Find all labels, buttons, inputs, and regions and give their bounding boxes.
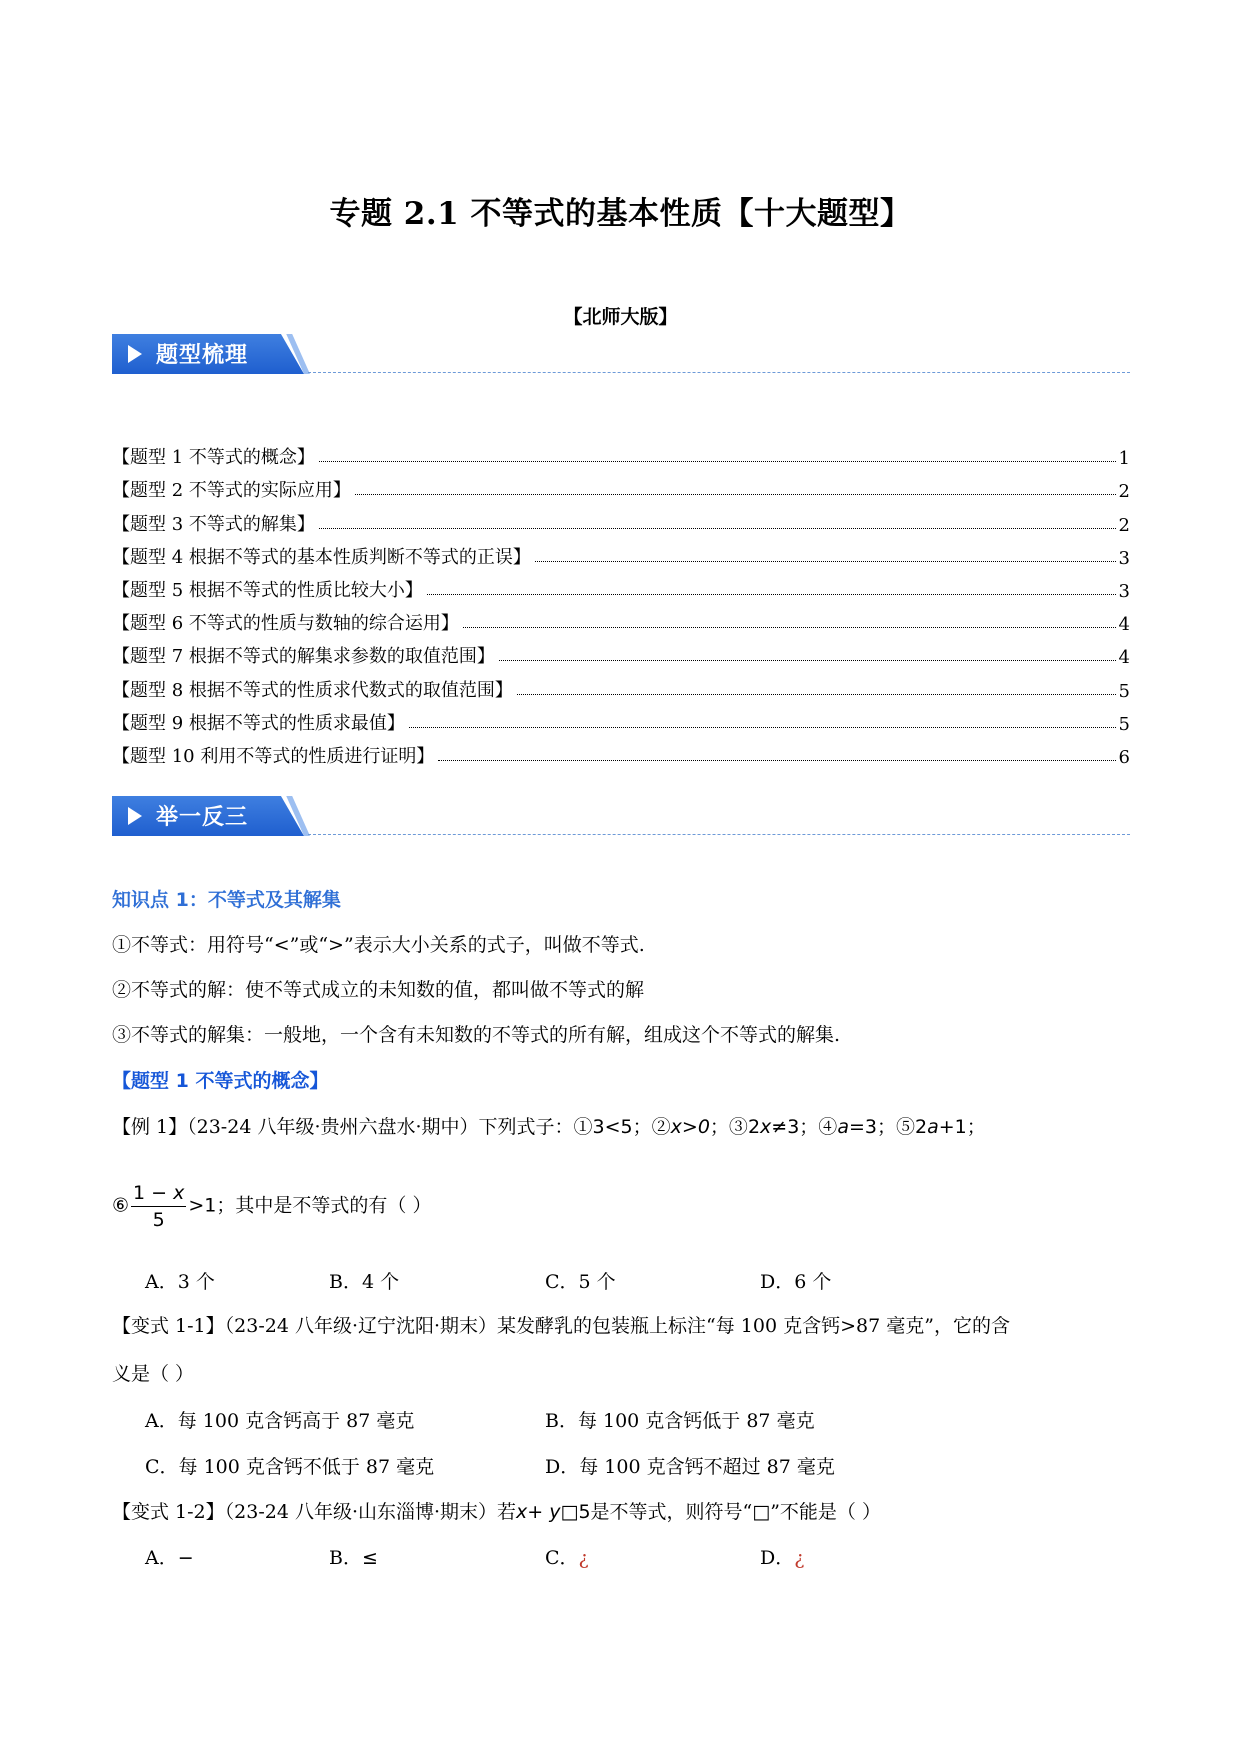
option-b[interactable]: B．每 100 克含钙低于 87 毫克 <box>545 1410 815 1432</box>
toc-label: 【题型 3 不等式的解集】 <box>112 513 315 535</box>
dot-leader <box>319 461 1116 462</box>
variant-question-line2: 义是（ ） <box>112 1363 195 1385</box>
knowledge-line: ①不等式：用符号“<”或“>”表示大小关系的式子，叫做不等式. <box>112 934 645 956</box>
toc-label: 【题型 9 根据不等式的性质求最值】 <box>112 712 405 734</box>
toc-label: 【题型 5 根据不等式的性质比较大小】 <box>112 579 423 601</box>
option-a[interactable] <box>145 1543 194 1570</box>
example-question-line2 <box>112 1180 1132 1233</box>
fraction-denominator: 5 <box>152 1209 165 1231</box>
question-text: 【例 1】（23-24 八年级·贵州六盘水·期中）下列式子：① <box>112 1116 593 1138</box>
knowledge-line: ③不等式的解集：一般地，一个含有未知数的不等式的所有解，组成这个不等式的解集. <box>112 1024 841 1046</box>
knowledge-line: ②不等式的解：使不等式成立的未知数的值，都叫做不等式的解 <box>112 979 645 1001</box>
toc-entry[interactable] <box>112 536 1130 569</box>
toc-page-number: 3 <box>1118 580 1130 602</box>
play-triangle-icon <box>128 345 142 363</box>
dot-leader <box>319 528 1116 529</box>
toc-label: 【题型 8 根据不等式的性质求代数式的取值范围】 <box>112 679 513 701</box>
dot-leader <box>427 594 1116 595</box>
numerator-variable: x <box>173 1182 185 1204</box>
question-text: ；④ <box>799 1116 838 1138</box>
section-header-overview <box>112 334 1130 378</box>
toc-label: 【题型 2 不等式的实际应用】 <box>112 480 351 502</box>
option-letter: B． <box>329 1547 362 1569</box>
toc-entry[interactable] <box>112 668 1130 701</box>
option-b[interactable]: B．4 个 <box>329 1271 400 1293</box>
option-d[interactable] <box>760 1543 804 1570</box>
toc-page-number: 5 <box>1118 680 1130 702</box>
option-a[interactable]: A．每 100 克含钙高于 87 毫克 <box>145 1410 415 1432</box>
toc-page-number: 6 <box>1118 746 1130 768</box>
toc-label: 【题型 6 不等式的性质与数轴的综合运用】 <box>112 613 459 635</box>
option-d[interactable]: D．每 100 克含钙不超过 87 毫克 <box>545 1456 835 1478</box>
play-triangle-icon <box>128 807 142 825</box>
question-text: 【变式 1-2】（23-24 八年级·山东淄博·期末）若 <box>112 1501 517 1523</box>
question-text: 是不等式，则符号“□”不能是（ ） <box>590 1501 881 1523</box>
option-symbol: ¿ <box>794 1547 805 1569</box>
toc-page-number: 4 <box>1118 647 1130 669</box>
toc-page-number: 1 <box>1118 448 1130 470</box>
page-title: 专题 2.1 不等式的基本性质【十大题型】 <box>329 196 912 232</box>
math-expression: 2 <box>747 1116 761 1138</box>
toc-entry[interactable] <box>112 702 1130 735</box>
dot-leader <box>355 494 1116 495</box>
variant-question-line <box>112 1497 1132 1524</box>
numerator-text: 1 − <box>133 1182 174 1204</box>
option-a[interactable]: A．3 个 <box>145 1271 215 1293</box>
math-expression: x <box>516 1501 528 1523</box>
dot-leader <box>499 660 1116 661</box>
dot-leader <box>517 694 1116 695</box>
edition-label: 【北师大版】 <box>563 306 678 328</box>
toc-entry[interactable] <box>112 569 1130 602</box>
section-title: 题型梳理 <box>156 343 249 368</box>
dashed-divider <box>308 834 1130 835</box>
section-title: 举一反三 <box>156 805 249 830</box>
math-expression: a <box>837 1116 849 1138</box>
section-header-examples <box>112 796 1130 840</box>
math-expression: a <box>927 1116 939 1138</box>
dot-leader <box>463 627 1116 628</box>
table-of-contents <box>112 436 1130 768</box>
option-c[interactable]: C．每 100 克含钙不低于 87 毫克 <box>145 1456 435 1478</box>
option-c[interactable] <box>545 1543 589 1570</box>
question-text: ； <box>966 1116 986 1138</box>
math-expression: +1 <box>938 1116 967 1138</box>
toc-label: 【题型 1 不等式的概念】 <box>112 447 315 469</box>
question-text: ；③ <box>709 1116 748 1138</box>
math-expression: y <box>549 1501 561 1523</box>
option-c[interactable]: C．5 个 <box>545 1271 616 1293</box>
toc-label: 【题型 4 根据不等式的基本性质判断不等式的正误】 <box>112 546 531 568</box>
question-text: ；② <box>632 1116 671 1138</box>
toc-page-number: 2 <box>1118 481 1130 503</box>
toc-label: 【题型 10 利用不等式的性质进行证明】 <box>112 745 435 767</box>
option-letter: C． <box>545 1547 579 1569</box>
option-b[interactable] <box>329 1543 378 1570</box>
option-symbol: ¿ <box>578 1547 589 1569</box>
example-question-line1 <box>112 1112 1132 1139</box>
variant-question-line1: 【变式 1-1】（23-24 八年级·辽宁沈阳·期末）某发酵乳的包装瓶上标注“每 100 克含钙>87 毫克”，它的含 <box>112 1315 1010 1337</box>
toc-label: 【题型 7 根据不等式的解集求参数的取值范围】 <box>112 646 495 668</box>
toc-entry[interactable] <box>112 602 1130 635</box>
option-symbol: ≤ <box>361 1547 378 1569</box>
question-text: ⑥ <box>112 1194 130 1217</box>
option-symbol: − <box>177 1547 194 1569</box>
math-expression: □5 <box>560 1501 591 1523</box>
option-d[interactable]: D．6 个 <box>760 1271 832 1293</box>
dashed-divider <box>308 372 1130 373</box>
math-expression: =3 <box>848 1116 877 1138</box>
math-expression: + <box>527 1501 550 1523</box>
toc-page-number: 2 <box>1118 514 1130 536</box>
option-letter: A． <box>145 1547 178 1569</box>
toc-page-number: 3 <box>1118 547 1130 569</box>
toc-entry[interactable] <box>112 502 1130 535</box>
dot-leader <box>409 727 1116 728</box>
math-expression: x <box>760 1116 772 1138</box>
toc-entry[interactable] <box>112 735 1130 768</box>
question-type-heading: 【题型 1 不等式的概念】 <box>112 1070 329 1092</box>
math-expression: 2 <box>915 1116 928 1138</box>
fraction <box>131 1180 186 1233</box>
math-expression: x>0 <box>670 1116 710 1138</box>
dot-leader <box>438 760 1115 761</box>
math-expression: ≠3 <box>771 1116 800 1138</box>
toc-entry[interactable] <box>112 436 1130 469</box>
dot-leader <box>535 561 1116 562</box>
toc-page-number: 5 <box>1118 713 1130 735</box>
math-expression: 3<5 <box>592 1116 633 1138</box>
toc-entry[interactable] <box>112 469 1130 502</box>
option-letter: D． <box>760 1547 795 1569</box>
question-text: ；其中是不等式的有（ ） <box>216 1194 432 1217</box>
knowledge-point-heading: 知识点 1：不等式及其解集 <box>112 889 341 911</box>
toc-page-number: 4 <box>1118 614 1130 636</box>
toc-entry[interactable] <box>112 635 1130 668</box>
question-text: ；⑤ <box>876 1116 915 1138</box>
math-expression: >1 <box>188 1194 217 1217</box>
fraction-numerator <box>131 1180 186 1207</box>
